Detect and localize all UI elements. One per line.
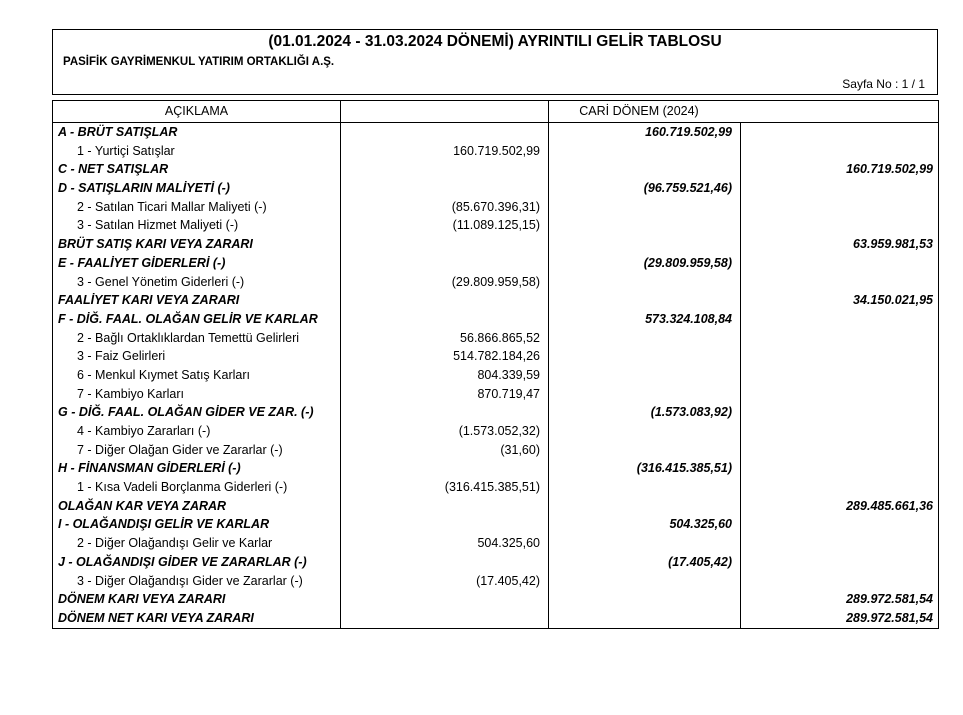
row-label: 2 - Diğer Olağandışı Gelir ve Karlar [77,536,273,551]
table-row [53,534,938,553]
row-label: 6 - Menkul Kıymet Satış Karları [77,367,250,382]
table-row-section [53,609,938,628]
row-detail-amount: 504.325,60 [477,536,540,551]
report-header [52,29,938,95]
row-total-amount: 34.150.021,95 [853,293,933,308]
table-row [53,216,938,235]
row-label: G - DİĞ. FAAL. OLAĞAN GİDER VE ZAR. (-) [58,405,314,420]
table-row [53,273,938,292]
row-detail-amount: 804.339,59 [477,367,540,382]
row-label: 7 - Diğer Olağan Gider ve Zararlar (-) [77,442,283,457]
row-detail-amount: (11.089.125,15) [452,218,540,233]
table-row [53,198,938,217]
row-label: 4 - Kambiyo Zararları (-) [77,424,211,438]
table-row [53,347,938,366]
table-row-section [53,235,938,254]
income-statement-table [52,100,939,629]
row-label: OLAĞAN KAR VEYA ZARAR [58,498,227,513]
table-row [53,572,938,591]
row-label: 2 - Bağlı Ortaklıklardan Temettü Gelirleri [77,330,300,345]
table-row-section [53,590,938,609]
table-row [53,478,938,497]
row-label: BRÜT SATIŞ KARI VEYA ZARARI [58,237,253,252]
row-label: C - NET SATIŞLAR [58,162,169,177]
row-total-amount: 289.485.661,36 [846,498,933,513]
row-detail-amount: (316.415.385,51) [444,480,540,495]
row-detail-amount: 514.782.184,26 [453,349,540,364]
row-total-amount: 160.719.502,99 [846,162,933,177]
table-header-row [53,101,938,123]
table-row-section [53,179,938,198]
row-subtotal-amount: 573.324.108,84 [645,311,732,326]
table-row-section [53,310,938,329]
row-subtotal-amount: 160.719.502,99 [645,125,732,139]
row-detail-amount: (29.809.959,58) [451,274,540,289]
row-subtotal-amount: (17.405,42) [668,554,732,569]
row-total-amount: 63.959.981,53 [853,237,933,252]
row-label: FAALİYET KARI VEYA ZARARI [58,293,240,308]
report-title: (01.01.2024 - 31.03.2024 DÖNEMİ) AYRINTILI GELİR TABLOSU [268,33,722,50]
table-row-section [53,403,938,422]
table-row-section [53,160,938,179]
row-detail-amount: (31,60) [500,442,540,457]
row-label: 1 - Yurtiçi Satışlar [77,143,175,158]
row-label: 3 - Diğer Olağandışı Gider ve Zararlar (-) [77,573,303,588]
row-subtotal-amount: 504.325,60 [669,517,732,532]
table-row [53,422,938,441]
table-row-section [53,497,938,516]
column-header-period: CARİ DÖNEM (2024) [579,104,699,118]
column-header-description: AÇIKLAMA [164,104,229,118]
row-label: DÖNEM KARI VEYA ZARARI [58,592,226,607]
row-detail-amount: (85.670.396,31) [451,199,540,214]
row-total-amount: 289.972.581,54 [846,592,933,607]
row-label: 7 - Kambiyo Karları [77,386,184,401]
row-detail-amount: (1.573.052,32) [458,424,540,438]
table-row-section [53,123,938,142]
row-label: E - FAALİYET GİDERLERİ (-) [58,255,226,270]
row-detail-amount: 870.719,47 [477,386,540,401]
table-row [53,385,938,404]
row-subtotal-amount: (96.759.521,46) [643,181,732,196]
table-body [53,123,938,628]
table-row [53,329,938,348]
table-row-section [53,254,938,273]
table-row-section [53,459,938,478]
row-subtotal-amount: (316.415.385,51) [636,461,732,476]
row-detail-amount: (17.405,42) [476,573,540,588]
table-row-section [53,553,938,572]
row-label: 3 - Genel Yönetim Giderleri (-) [77,274,245,289]
row-label: I - OLAĞANDIŞI GELİR VE KARLAR [58,517,270,532]
row-detail-amount: 160.719.502,99 [453,143,540,158]
row-label: A - BRÜT SATIŞLAR [58,125,178,139]
table-row [53,366,938,385]
row-label: F - DİĞ. FAAL. OLAĞAN GELİR VE KARLAR [58,311,318,326]
table-row [53,441,938,460]
page-number: Sayfa No : 1 / 1 [842,77,925,91]
table-row-section [53,515,938,534]
company-name: PASİFİK GAYRİMENKUL YATIRIM ORTAKLIĞI A.Ş. [63,56,335,68]
row-label: 2 - Satılan Ticari Mallar Maliyeti (-) [77,199,267,214]
row-label: 3 - Faiz Gelirleri [77,349,166,364]
row-label: J - OLAĞANDIŞI GİDER VE ZARARLAR (-) [58,554,307,569]
row-subtotal-amount: (29.809.959,58) [643,255,732,270]
row-label: H - FİNANSMAN GİDERLERİ (-) [58,461,241,476]
row-label: 3 - Satılan Hizmet Maliyeti (-) [77,218,239,233]
row-label: D - SATIŞLARIN MALİYETİ (-) [58,181,230,196]
row-label: DÖNEM NET KARI VEYA ZARARI [58,610,254,625]
row-total-amount: 289.972.581,54 [846,610,933,625]
row-detail-amount: 56.866.865,52 [460,330,540,345]
table-row [53,142,938,161]
row-label: 1 - Kısa Vadeli Borçlanma Giderleri (-) [77,480,288,495]
table-row-section [53,291,938,310]
row-subtotal-amount: (1.573.083,92) [650,405,732,420]
